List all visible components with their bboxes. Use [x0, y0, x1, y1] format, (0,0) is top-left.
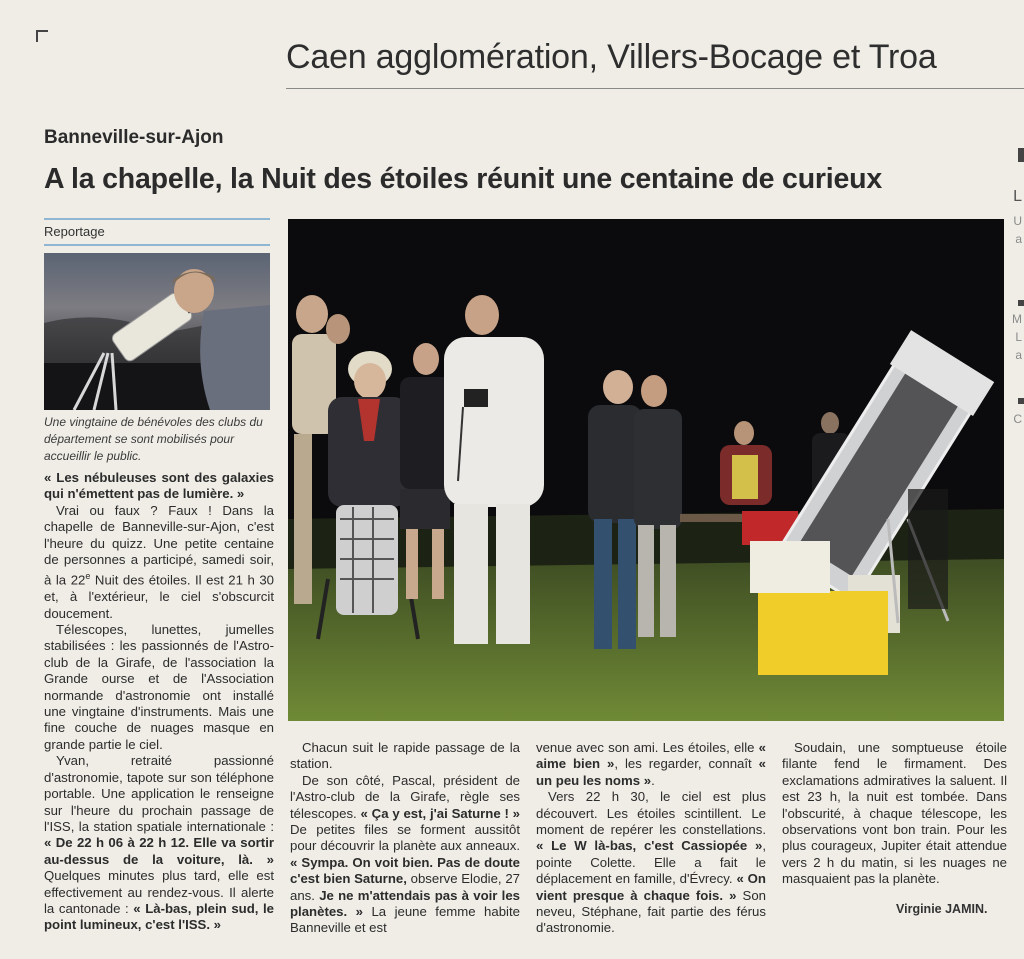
paragraph: , les regarder, connaît	[614, 756, 752, 772]
photo-telescope-man	[44, 253, 270, 410]
rubric-rule-bottom	[44, 244, 270, 246]
quote: « De 22 h 06 à 22 h 12. Elle va sortir au-dessus de la voiture, là. »	[44, 835, 274, 867]
paragraph: Son neveu, Stéphane, fait partie des férus d'astronomie.	[536, 887, 766, 936]
paragraph: observe Elodie, 27 ans.	[290, 871, 520, 903]
nuit-number-suffix: e	[85, 571, 91, 582]
edge-letter: L	[1015, 330, 1022, 344]
paragraph: .	[651, 772, 655, 788]
article-column-4	[782, 740, 1007, 888]
quote: « Le W là-bas, c'est Cassiopée »	[536, 838, 763, 854]
paragraph: La jeune femme habite Banneville et est	[290, 904, 520, 936]
paragraph: Vrai ou faux ? Faux ! Dans la chapelle de Banneville-sur-Ajon, c'est l'heure du quizz. Une petite centaine de personnes a participé, samedi soir, à la	[44, 502, 274, 588]
dateline: Banneville-sur-Ajon	[44, 127, 224, 148]
quote: Je ne m'attendais pas à voir les planètes. »	[290, 887, 521, 920]
quote: « un peu les noms »	[536, 756, 766, 788]
quote: « Ça y est, j'ai Saturne ! »	[360, 805, 520, 821]
paragraph: venue avec son ami. Les étoiles, elle	[536, 740, 755, 755]
edge-marker	[1018, 398, 1024, 404]
photo-caption: Une vingtaine de bénévoles des clubs du département se sont mobilisés pour accueillir le public.	[44, 415, 263, 463]
edge-letter: a	[1015, 348, 1022, 362]
rubric-label: Reportage	[44, 224, 105, 239]
article-column-1	[44, 470, 274, 934]
photo-night-crowd	[288, 219, 1004, 721]
paragraph: De son côté, Pascal, président de l'Astro-club de la Girafe, règle ses télescopes.	[290, 772, 520, 821]
author-signature: Virginie JAMIN.	[896, 902, 988, 916]
paragraph: De petites files se forment aussitôt pour découvrir la planète aux anneaux.	[290, 822, 520, 854]
paragraph: Nuit des étoiles. Il est 21 h 30 et, à l'extérieur, le ciel s'obscurcit doucement.	[44, 572, 275, 621]
header-rule	[286, 88, 1024, 89]
quote: « On vient presque à chaque fois. »	[536, 871, 766, 903]
article-column-2	[290, 740, 520, 937]
paragraph: Télescopes, lunettes, jumelles stabilisées : les passionnés de l'Astro-club de la Girafe, de l'association la Grande ourse et de l'Association normande d'astronomie ont installé une vingtaine d'instruments. Mais une fine couche de nuages masque en grande partie le ciel.	[44, 622, 274, 752]
paragraph: Vers 22 h 30, le ciel est plus découvert. Les étoiles scintillent. Le moment de repérer les constellations.	[536, 789, 766, 838]
paragraph: Soudain, une somptueuse étoile filante fend le firmament. Des exclamations admiratives la saluent. Il est 23 h, la nuit est tombée. Dans l'obscurité, à chaque télescope, les observations vont bon train. Pour les plus courageux, Jupiter était attendue vers 2 h du matin, si les nuages ne masquaient pas la planète.	[782, 740, 1007, 887]
section-header: Caen agglomération, Villers-Bocage et Troa	[286, 38, 937, 76]
quote: « Sympa. On voit bien. Pas de doute c'est bien Saturne,	[290, 854, 520, 887]
rubric-rule-top	[44, 218, 270, 220]
paragraph: Chacun suit le rapide passage de la station.	[290, 740, 520, 772]
paragraph: Quelques minutes plus tard, elle est effectivement au rendez-vous. Il alerte la cantonade :	[44, 868, 274, 916]
crop-mark	[36, 30, 48, 42]
quote: « Là-bas, plein sud, le point lumineux, c'est l'ISS. »	[44, 900, 275, 933]
edge-letter: U	[1013, 214, 1022, 228]
edge-marker	[1018, 148, 1024, 162]
edge-letter: a	[1015, 232, 1022, 246]
paragraph: Yvan, retraité passionné d'astronomie, tapote sur son téléphone portable. Une application le renseigne sur l'heure du prochain passage de l'ISS, la station spatiale internationale :	[44, 753, 274, 834]
quote: « aime bien »	[536, 740, 766, 772]
paragraph: , pointe Colette. Elle a fait le déplacement en famille, d'Évrecy.	[536, 838, 766, 887]
edge-letter: M	[1012, 312, 1022, 326]
lead-quote: « Les nébuleuses sont des galaxies qui n'émettent pas de lumière. »	[44, 470, 274, 502]
article-column-3	[536, 740, 766, 937]
edge-letter: L	[1013, 188, 1022, 205]
edge-letter: C	[1013, 412, 1022, 426]
headline: A la chapelle, la Nuit des étoiles réunit une centaine de curieux	[44, 163, 883, 195]
edge-marker	[1018, 300, 1024, 306]
nuit-number: 22	[70, 572, 86, 588]
